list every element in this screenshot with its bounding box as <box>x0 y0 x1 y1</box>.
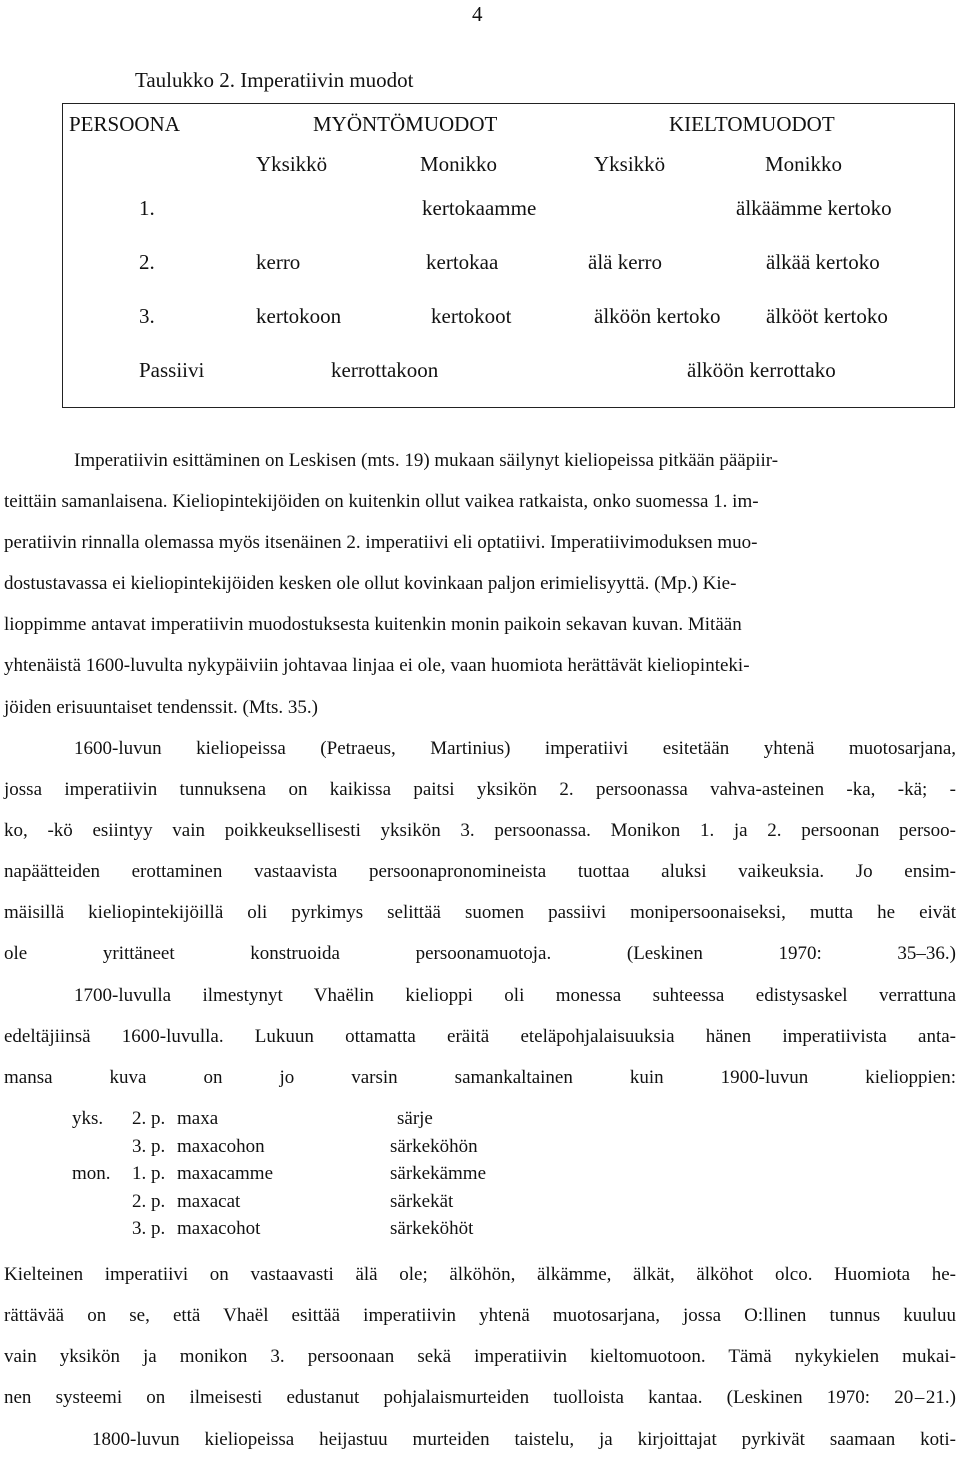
row1-neg-pl: älkäämme kertoko <box>736 196 892 220</box>
row2-neg-pl: älkää kertoko <box>766 250 880 274</box>
paragraph-line: rättävää on se, että Vhaël esittää imperatiivin yhtenä muotosarjana, jossa O:llinen tunnus kuuluu <box>4 1305 956 1327</box>
paragraph-line: nen systeemi on ilmeisesti edustanut pohjalaismurteiden tuolloista kantaa. (Leskinen 1970: 20 – 21.) <box>4 1387 956 1409</box>
subheader-pos-pl: Monikko <box>420 152 498 176</box>
page-number: 4 <box>472 2 483 26</box>
example-form-b: särkeköhön <box>390 1135 478 1157</box>
example-form-a: maxacat <box>177 1190 241 1212</box>
paragraph-line: peratiivin rinnalla olemassa myös itsenäinen 2. imperatiivi eli optatiivi. Imperatiivimoduksen muo- <box>4 532 758 554</box>
row3-pos-sg: kertokoon <box>256 304 342 328</box>
row2-pos-sg: kerro <box>256 250 301 274</box>
paragraph-line: 1600-luvun kieliopeissa (Petraeus, Martinius) imperatiivi esitetään yhtenä muotosarjana, <box>74 738 956 759</box>
paragraph-line: vain yksikön ja monikon 3. persoonaan sekä imperatiivin kieltomuotoon. Tämä nykykielen mukai- <box>4 1346 956 1368</box>
paragraph-line: ko, -kö esiintyy vain poikkeuksellisesti yksikön 3. persoonassa. Monikon 1. ja 2. persoonan persoo- <box>4 820 956 842</box>
header-positive: MYÖNTÖMUODOT <box>313 112 498 136</box>
row2-person: 2. <box>139 250 155 274</box>
example-row <box>72 1160 572 1188</box>
paragraph-line: jöiden erisuuntaiset tendenssit. (Mts. 35.) <box>4 696 318 718</box>
row3-neg-sg: älköön kertoko <box>594 304 721 328</box>
paragraph-line: dostustavassa ei kieliopintekijöiden kesken ole ollut kovinkaan paljon erimielisyyttä. (Mp.) Kie- <box>4 573 737 595</box>
paragraph-line: ole yrittäneet konstruoida persoonamuotoja. (Leskinen 1970: 35–36.) <box>4 943 956 965</box>
example-form-b: särje <box>397 1108 433 1129</box>
paragraph-line: Kielteinen imperatiivi on vastaavasti älä ole; älköhön, älkämme, älkät, älköhot olco. Huomiota he- <box>4 1264 956 1285</box>
paragraph-2 <box>4 728 956 975</box>
paragraph-1 <box>4 440 956 728</box>
passive-positive: kerrottakoon <box>331 358 439 382</box>
row3-person: 3. <box>139 304 155 328</box>
paragraph-5 <box>4 1419 956 1460</box>
row1-person: 1. <box>139 196 155 220</box>
subheader-neg-sg: Yksikkö <box>594 152 666 176</box>
table-caption: Taulukko 2. Imperatiivin muodot <box>135 68 414 92</box>
example-row <box>72 1133 572 1161</box>
example-paradigm <box>72 1105 572 1243</box>
example-person: 1. p. <box>132 1163 166 1184</box>
row3-neg-pl: älkööt kertoko <box>766 304 888 328</box>
paragraph-line: 1700-luvulla ilmestynyt Vhaëlin kielioppi oli monessa suhteessa edistysaskel verrattuna <box>74 985 956 1006</box>
example-form-b: särkekät <box>390 1190 454 1212</box>
example-person: 2. p. <box>132 1108 166 1129</box>
example-row <box>72 1188 572 1216</box>
example-number: mon. <box>72 1163 111 1184</box>
paragraph-line: napäätteiden erottaminen vastaavista persoonapronomineista tuottaa aluksi vaikeuksia. Jo ensim- <box>4 861 956 883</box>
row3-pos-pl: kertokoot <box>431 304 512 328</box>
example-row <box>72 1105 572 1133</box>
example-person: 3. p. <box>132 1218 166 1239</box>
subheader-neg-pl: Monikko <box>765 152 843 176</box>
example-number: yks. <box>72 1108 104 1129</box>
row2-pos-pl: kertokaa <box>426 250 499 274</box>
example-form-b: särkekämme <box>390 1163 487 1184</box>
header-negative: KIELTOMUODOT <box>669 112 835 136</box>
example-form-a: maxacohot <box>177 1218 261 1239</box>
paragraph-line: 1800-luvun kieliopeissa heijastuu murteiden taistelu, ja kirjoittajat pyrkivät saamaan koti- <box>92 1429 956 1450</box>
paragraph-line: edeltäjiinsä 1600-luvulla. Lukuun ottamatta eräitä eteläpohjalaisuuksia hänen imperatiivista anta- <box>4 1026 956 1048</box>
paragraph-line: teittäin samanlaisena. Kieliopintekijöiden on kuitenkin ollut vaikea ratkaista, onko suomessa 1. im- <box>4 491 759 513</box>
example-row <box>72 1215 572 1243</box>
paragraph-line: jossa imperatiivin tunnuksena on kaikissa paitsi yksikön 2. persoonassa vahva-asteinen -ka, -kä; - <box>4 779 956 801</box>
example-form-b: särkeköhöt <box>390 1218 474 1239</box>
paragraph-4 <box>4 1254 956 1418</box>
paragraph-line: yhtenäistä 1600-luvulta nykypäiviin johtavaa linjaa ei ole, vaan huomiota herättävät kieliopinteki- <box>4 655 750 677</box>
subheader-pos-sg: Yksikkö <box>256 152 328 176</box>
paragraph-line: mansa kuva on jo varsin samankaltainen kuin 1900-luvun kielioppien: <box>4 1067 956 1089</box>
paragraph-line: lioppimme antavat imperatiivin muodostuksesta kuitenkin monin paikoin sekavan kuvan. Mitään <box>4 614 742 636</box>
passive-label: Passiivi <box>139 358 205 382</box>
row2-neg-sg: älä kerro <box>588 250 663 274</box>
example-person: 3. p. <box>132 1135 166 1157</box>
imperative-table <box>62 103 955 408</box>
example-person: 2. p. <box>132 1190 166 1212</box>
header-persona: PERSOONA <box>69 112 180 136</box>
paragraph-3 <box>4 975 956 1098</box>
paragraph-line: Imperatiivin esittäminen on Leskisen (mts. 19) mukaan säilynyt kieliopeissa pitkään pääpiir- <box>74 450 779 471</box>
example-form-a: maxacamme <box>177 1163 274 1184</box>
row1-pos-pl: kertokaamme <box>422 196 537 220</box>
paragraph-line: mäisillä kieliopintekijöillä oli pyrkimys selittää suomen passiivi monipersoonaiseksi, mutta he eivät <box>4 902 956 924</box>
passive-negative: älköön kerrottako <box>687 358 836 382</box>
example-form-a: maxacohon <box>177 1135 265 1157</box>
example-form-a: maxa <box>177 1108 219 1129</box>
